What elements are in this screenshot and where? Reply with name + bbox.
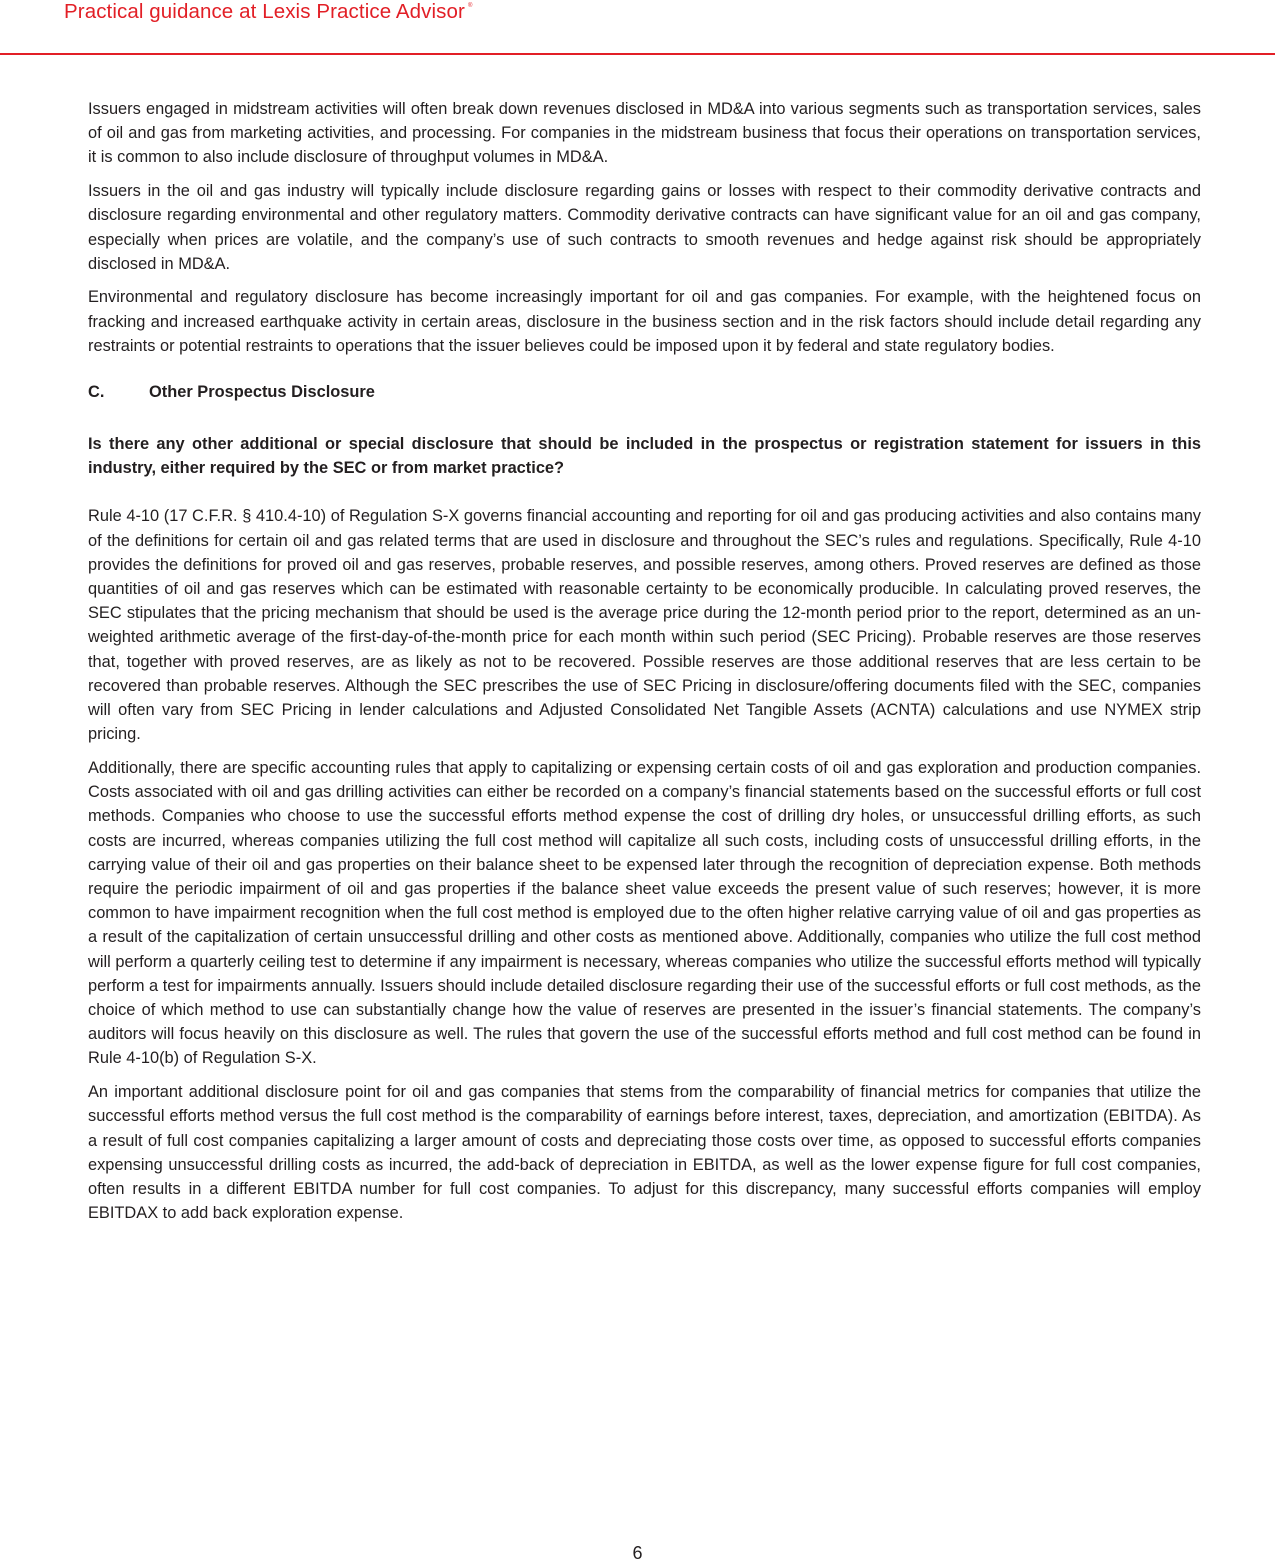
page-header [0,0,1275,56]
section-title: Other Prospectus Disclosure [149,383,375,402]
document-body [88,97,1201,1235]
paragraph-ebitda: An important additional disclosure point for oil and gas companies that stems from the comparability of financial metrics for companies that utilize the successful efforts method versus the full cost method is the comparability of earnings before interest, taxes, depreciation, and amortization (EBITDA). As a result of full cost companies capitalizing a larger amount of costs and depreciating those costs over time, as opposed to successful efforts companies expensing unsuccessful drilling costs as incurred, the add-back of depreciation in EBITDA, as well as the lower expense figure for full cost companies, often results in a different EBITDA number for full cost companies. To adjust for this discrepancy, many successful efforts companies will employ EBITDAX to add back exploration expense. [88,1083,1201,1223]
paragraph-environmental: Environmental and regulatory disclosure has become increasingly important for oil and gas companies. For example, with the heightened focus on fracking and increased earthquake activity in certain areas, disclosure in the business section and in the risk factors should include detail regarding any restraints or potential restraints to operations that the issuer believes could be imposed upon it by federal and state regulatory bodies. [88,288,1201,355]
trademark-symbol: ® [467,3,473,9]
question-heading: Is there any other additional or special disclosure that should be included in the prospectus or registration statement for issuers in this industry, either required by the SEC or from market practice? [88,435,1201,478]
page-number: 6 [632,1543,643,1563]
paragraph-derivatives: Issuers in the oil and gas industry will typically include disclosure regarding gains or losses with respect to their commodity derivative contracts and disclosure regarding environmental and other regulatory matters. Commodity derivative contracts can have significant value for an oil and gas company, especially when prices are volatile, and the company’s use of such contracts to smooth revenues and hedge against risk should be appropriately disclosed in MD&A. [88,182,1201,273]
header-title-text: Practical guidance at Lexis Practice Advisor [64,0,465,23]
paragraph-rule-4-10: Rule 4-10 (17 C.F.R. § 410.4-10) of Regulation S-X governs financial accounting and reporting for oil and gas producing activities and also contains many of the definitions for certain oil and gas related terms that are used in disclosure and throughout the SEC’s rules and regulations. Specifically, Rule 4-10 provides the definitions for proved oil and gas reserves, probable reserves, and possible reserves, among others. Proved reserves are defined as those quantities of oil and gas reserves which can be estimated with reasonable certainty to be economically producible. In calculating proved reserves, the SEC stipulates that the pricing mechanism that should be used is the average price during the 12-month period prior to the report, determined as an un-weighted arithmetic average of the first-day-of-the-month price for each month within such period (SEC Pricing). Probable reserves are those reserves that, together with proved reserves, are as likely as not to be recovered. Possible reserves are those additional reserves that are less certain to be recovered than probable reserves. Although the SEC prescribes the use of SEC Pricing in disclosure/offering documents filed with the SEC, companies will often vary from SEC Pricing in lender calculations and Adjusted Consolidated Net Tangible Assets (ACNTA) calculations and use NYMEX strip pricing. [88,507,1201,744]
header-title [64,0,472,24]
paragraph-midstream: Issuers engaged in midstream activities will often break down revenues disclosed in MD&A into various segments such as transportation services, sales of oil and gas from marketing activities, and processing. For companies in the midstream business that focus their operations on transportation services, it is common to also include disclosure of throughput volumes in MD&A. [88,100,1201,167]
section-heading [88,380,1201,404]
paragraph-accounting-rules: Additionally, there are specific accounting rules that apply to capitalizing or expensing certain costs of oil and gas exploration and production companies. Costs associated with oil and gas drilling activities can either be recorded on a company’s financial statements based on the successful efforts or full cost methods. Companies who choose to use the successful efforts method expense the cost of drilling dry holes, or unsuccessful drilling efforts, as such costs are incurred, whereas companies utilizing the full cost method will capitalize all such costs, including costs of unsuccessful drilling efforts, in the carrying value of their oil and gas properties on their balance sheet to be expensed later through the recognition of depreciation expense. Both methods require the periodic impairment of oil and gas properties if the balance sheet value exceeds the present value of such reserves; however, it is more common to have impairment recognition when the full cost method is employed due to the often higher relative carrying value of oil and gas properties as a result of the capitalization of certain unsuccessful drilling and other costs as mentioned above. Additionally, companies who utilize the full cost method will perform a quarterly ceiling test to determine if any impairment is necessary, whereas companies who utilize the successful efforts method will typically perform a test for impairments annually. Issuers should include detailed disclosure regarding their use of the successful efforts or full cost methods, as the choice of which method to use can substantially change how the value of reserves are presented in the issuer’s financial statements. The company’s auditors will focus heavily on this disclosure as well. The rules that govern the use of the successful efforts method and full cost method can be found in Rule 4-10(b) of Regulation S-X. [88,758,1201,1068]
section-number: C. [88,383,105,402]
header-divider [0,53,1275,55]
